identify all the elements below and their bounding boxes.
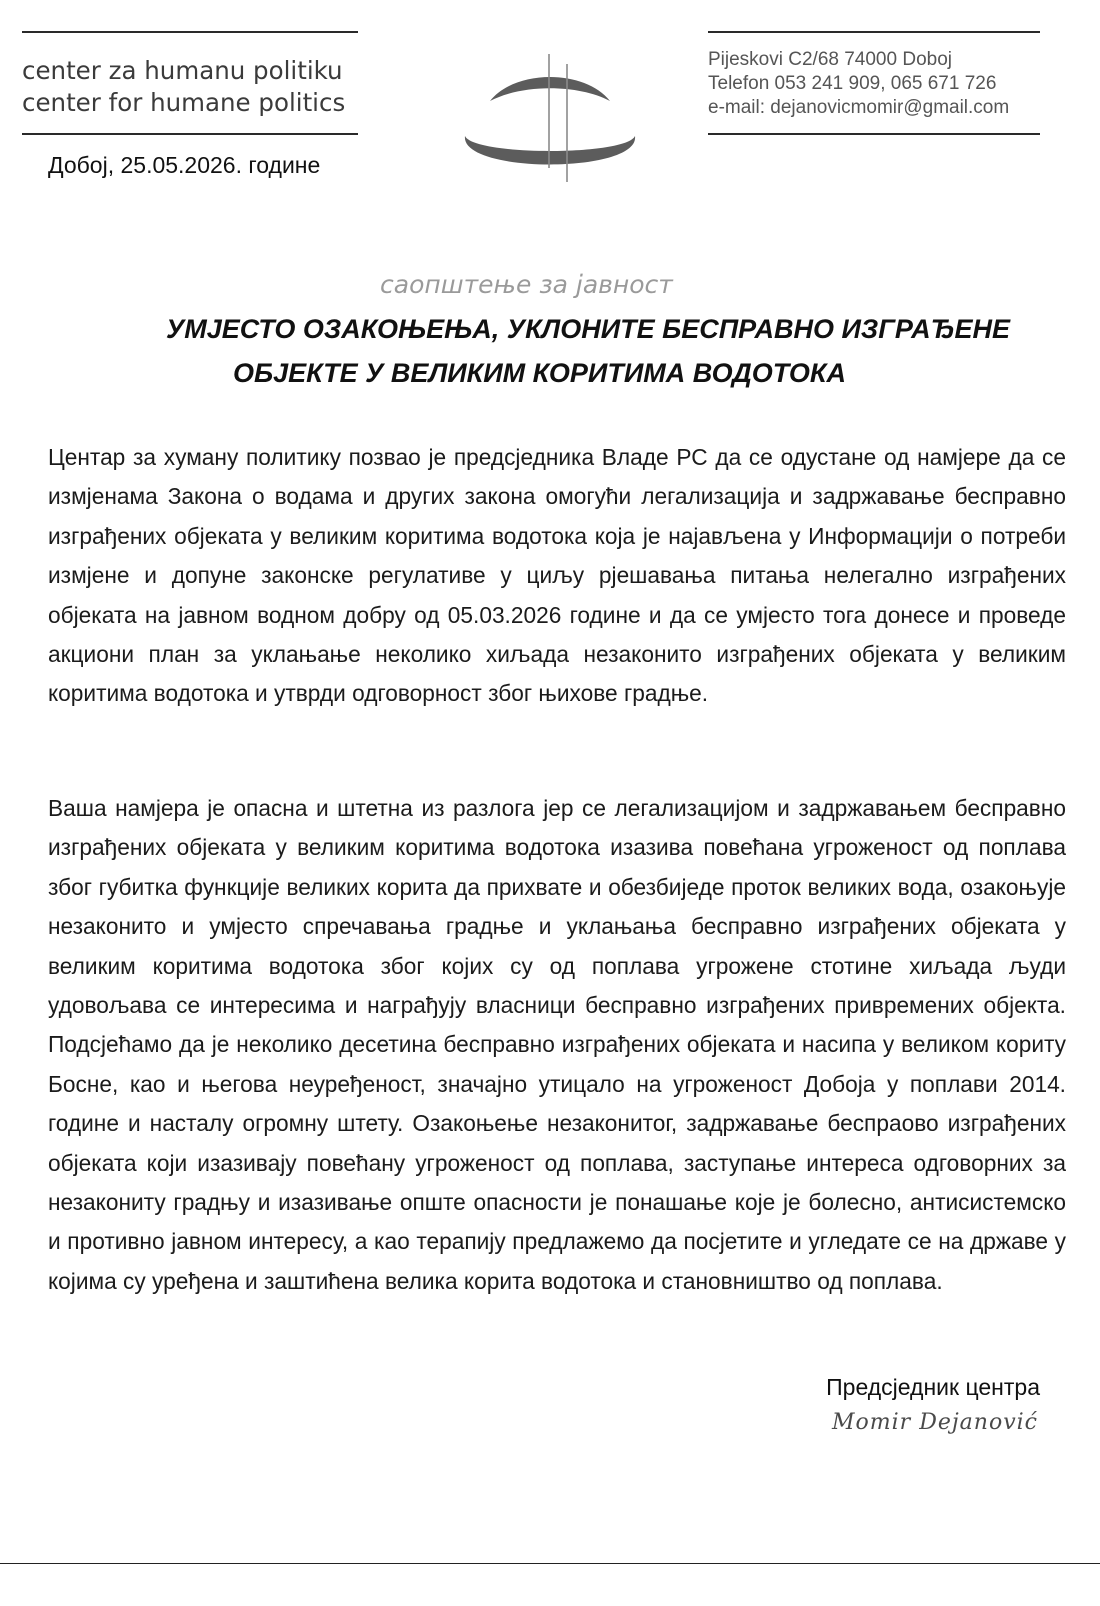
contact-email: e-mail: dejanovicmomir@gmail.com: [708, 97, 1010, 118]
document-title-line1: УМЈЕСТО ОЗАКОЊЕЊА, УКЛОНИТЕ БЕСПРАВНО ИЗГРАЂЕНЕ: [166, 314, 1011, 344]
footer-rule: [0, 1563, 1100, 1564]
letterhead-top-rule-left: [22, 31, 358, 33]
body-paragraph-1: Центар за хуману политику позвао је предсједника Владе РС да се одустане од намјере да се измјенама Закона о водама и других закона омогући легализација и задржавање бесправно изграђених објеката у великим коритима водотока која је најављена у Информацији о потреби измјене и допуне законске регулативе у циљу рјешавања питања нелегално изграђених објеката на јавном водном добру од 05.03.2026 године и да се умјесто тога донесе и проведе акциони план за уклањање неколико хиљада незаконито изграђених објеката у великим коритима водотока и утврди одговорност због њихове градње.: [48, 444, 1066, 707]
document-title-line2: ОБЈЕКТЕ У ВЕЛИКИМ КОРИТИМА ВОДОТОКА: [233, 358, 846, 388]
signature-title: Предсједник центра: [826, 1374, 1040, 1400]
signature-name: Momir Dejanović: [832, 1410, 1038, 1435]
contact-phone: Telefon 053 241 909, 065 671 726: [708, 73, 997, 94]
letterhead-bottom-rule-right: [708, 133, 1040, 135]
contact-address: Pijeskovi C2/68 74000 Doboj: [708, 49, 952, 70]
org-name-en: center for humane politics: [22, 88, 346, 117]
date-line: Добој, 25.05.2026. године: [48, 152, 321, 178]
letterhead-top-rule-right: [708, 31, 1040, 33]
center-logo-ellipse-icon: [440, 50, 660, 185]
letterhead-bottom-rule-left: [22, 133, 358, 135]
org-name-local: center za humanu politiku: [22, 56, 343, 85]
document-subtitle: саопштење за јавност: [380, 270, 673, 299]
body-paragraph-2: Ваша намјера је опасна и штетна из разлога јер се легализацијом и задржавањем бесправно изграђених објеката у великим коритима водотока изазива повећана угроженост од поплава због губитка функције великих корита да прихвате и обезбиједе проток великих вода, озакоњује незаконито и умјесто спречавања градње и уклањања бесправно изграђених објеката у великим коритима водотока због којих су од поплава угрожене стотине хиљада људи удовољава се интересима и награђују власници бесправно изграђених привремених објекта. Подсјећамо да је неколико десетина бесправно изграђених објеката и насипа у великом кориту Босне, као и његова неуређеност, значајно утицало на угроженост Добоја у поплави 2014. године и насталу огромну штету. Озакоњење незаконитог, задржавање беспраово изграђених објеката који изазивају повећану угроженост од поплава, заступање интереса одговорних за незакониту градњу и изазивање опште опасности је понашање које је болесно, антисистемско и противно јавном интересу, а као терапију предлажемо да посјетите и угледате се на државе у којима су уређена и заштићена велика корита водотока и становништво од поплава.: [48, 795, 1066, 1294]
